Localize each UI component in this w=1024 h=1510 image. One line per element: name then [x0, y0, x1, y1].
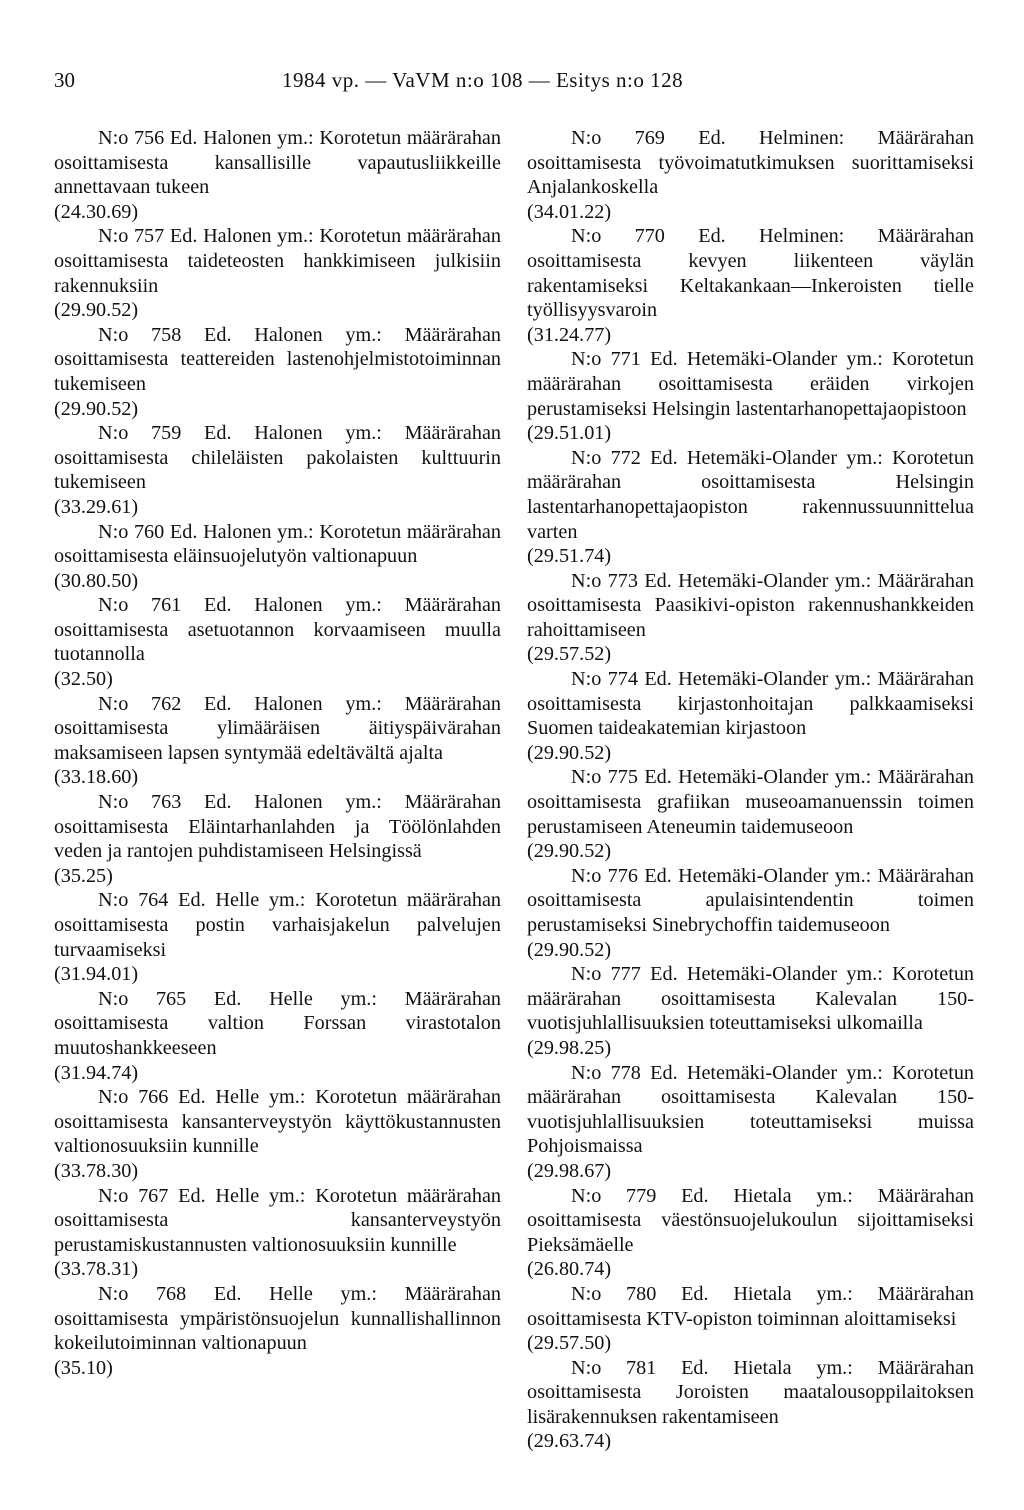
budget-item-code: (29.90.52) — [54, 397, 139, 420]
motion-number: N:o 775 Ed. Hetemäki-Olander ym.: — [571, 766, 872, 789]
motion-description: Määrärahan osoittamisesta väestönsuojelukoulun sijoittamiseksi Pieksämäelle — [527, 1184, 974, 1256]
motion-entry — [527, 1061, 974, 1184]
motion-entry — [54, 790, 501, 888]
motion-description: Määrärahan osoittamisesta Eläintarhanlahden ja Töölönlahden veden ja rantojen puhdistamiseen Helsingissä — [54, 791, 501, 863]
motion-number: N:o 756 Ed. Halonen ym.: — [98, 127, 314, 149]
motion-number: N:o 768 Ed. Helle ym.: — [98, 1282, 377, 1305]
motion-description: Määrärahan osoittamisesta apulaisintendentin toimen perustamiseksi Sinebrychoffin taidemuseoon — [527, 864, 975, 936]
motion-description: Korotetun määrärahan osoittamisesta Kalevalan 150-vuotisjuhlallisuuksien toteuttamiseksi muissa Pohjoismaissa — [527, 1061, 975, 1158]
budget-item-code: (29.90.52) — [527, 938, 612, 961]
motion-entry — [54, 520, 501, 594]
motion-entry — [54, 593, 501, 691]
motion-number: N:o 779 Ed. Hietala ym.: — [571, 1184, 853, 1207]
motion-entry — [527, 446, 974, 569]
budget-item-code: (29.98.25) — [527, 1036, 612, 1059]
motion-entry — [54, 1085, 501, 1183]
motion-number: N:o 759 Ed. Halonen ym.: — [98, 422, 382, 445]
right-column — [527, 126, 974, 1454]
motion-number: N:o 780 Ed. Hietala ym.: — [571, 1282, 853, 1305]
motion-description: Määrärahan osoittamisesta kirjastonhoitajan palkkaamiseksi Suomen taideakatemian kirjastoon — [527, 668, 975, 740]
motion-description: Määrärahan osoittamisesta chileläisten pakolaisten kulttuurin tukemiseen — [54, 422, 501, 494]
motion-number: N:o 776 Ed. Hetemäki-Olander ym.: — [571, 864, 872, 887]
motion-description: Määrärahan osoittamisesta Paasikivi-opiston rakennushankkeiden rahoittamiseen — [527, 569, 975, 641]
motion-number: N:o 761 Ed. Halonen ym.: — [98, 594, 382, 617]
motion-description: Määrärahan osoittamisesta kevyen liikenteen väylän rakentamiseksi Keltakankaan—Inkeroisten tielle työllisyysvaroin — [527, 225, 975, 322]
budget-item-code: (29.90.52) — [54, 299, 139, 322]
motion-entry — [527, 864, 974, 962]
motion-number: N:o 777 Ed. Hetemäki-Olander ym.: — [571, 963, 883, 986]
motion-entry — [54, 1282, 501, 1380]
motion-description: Korotetun määrärahan osoittamisesta Helsingin lastentarhanopettajaopiston rakennussuunnittelua varten — [527, 446, 975, 543]
motion-number: N:o 762 Ed. Halonen ym.: — [98, 692, 382, 715]
motion-entry — [54, 126, 501, 224]
motion-entry — [527, 224, 974, 347]
motion-description: Määrärahan osoittamisesta KTV-opiston toiminnan aloittamiseksi — [527, 1282, 974, 1330]
budget-item-code: (29.57.52) — [527, 643, 612, 666]
motion-number: N:o 778 Ed. Hetemäki-Olander ym.: — [571, 1061, 883, 1084]
motion-number: N:o 758 Ed. Halonen ym.: — [98, 323, 382, 346]
motion-description: Määrärahan osoittamisesta ympäristönsuojelun kunnallishallinnon kokeilutoiminnan valtionapuun — [54, 1282, 502, 1355]
motion-number: N:o 770 Ed. Helminen: — [571, 225, 845, 248]
budget-item-code: (29.90.52) — [527, 741, 612, 764]
budget-item-code: (29.63.74) — [527, 1430, 612, 1453]
motion-entry — [54, 323, 501, 421]
budget-item-code: (24.30.69) — [54, 200, 139, 223]
motion-entry — [54, 888, 501, 986]
motion-number: N:o 760 Ed. Halonen ym.: — [98, 520, 314, 543]
motion-description: Määrärahan osoittamisesta valtion Forssan virastotalon muutoshankkeeseen — [54, 987, 502, 1059]
motion-entry — [54, 692, 501, 790]
motion-entry — [527, 962, 974, 1060]
motion-number: N:o 772 Ed. Hetemäki-Olander ym.: — [571, 446, 883, 469]
motion-description: Määrärahan osoittamisesta asetuotannon korvaamiseen muulla tuotannolla — [54, 594, 501, 666]
budget-item-code: (29.51.74) — [527, 545, 612, 568]
motion-description: Korotetun määrärahan osoittamisesta eräiden virkojen perustamiseksi Helsingin lastentarhanopettajaopistoon — [527, 348, 975, 420]
left-column — [54, 126, 501, 1380]
motion-description: Määrärahan osoittamisesta teattereiden lastenohjelmistotoiminnan tukemiseen — [54, 323, 501, 395]
budget-item-code: (31.94.01) — [54, 963, 139, 986]
motion-description: Määrärahan osoittamisesta työvoimatutkimuksen suorittamiseksi Anjalankoskella — [527, 127, 975, 199]
motion-number: N:o 767 Ed. Helle ym.: — [98, 1184, 306, 1207]
motion-entry — [527, 569, 974, 667]
motion-number: N:o 763 Ed. Halonen ym.: — [98, 791, 382, 814]
motion-description: Määrärahan osoittamisesta grafiikan museoamanuenssin toimen perustamiseen Ateneumin taidemuseoon — [527, 766, 975, 838]
budget-item-code: (29.51.01) — [527, 422, 612, 445]
motion-number: N:o 757 Ed. Halonen ym.: — [98, 225, 314, 248]
motion-description: Korotetun määrärahan osoittamisesta kansanterveystyön perustamiskustannusten valtionosuuksiin kunnille — [54, 1184, 502, 1256]
motion-entry — [527, 1282, 974, 1356]
motion-number: N:o 765 Ed. Helle ym.: — [98, 987, 377, 1010]
motion-entry — [54, 224, 501, 322]
motion-description: Korotetun määrärahan osoittamisesta eläinsuojelutyön valtionapuun — [54, 520, 501, 568]
motion-number: N:o 766 Ed. Helle ym.: — [98, 1086, 306, 1109]
motion-number: N:o 774 Ed. Hetemäki-Olander ym.: — [571, 668, 872, 691]
motion-number: N:o 773 Ed. Hetemäki-Olander ym.: — [571, 569, 872, 592]
budget-item-code: (33.18.60) — [54, 766, 139, 789]
motion-number: N:o 771 Ed. Hetemäki-Olander ym.: — [571, 348, 883, 371]
budget-item-code: (33.29.61) — [54, 495, 139, 518]
budget-item-code: (31.24.77) — [527, 323, 612, 346]
motion-description: Korotetun määrärahan osoittamisesta kansanterveystyön käyttökustannusten valtionosuuksiin kunnille — [54, 1086, 502, 1158]
motion-description: Korotetun määrärahan osoittamisesta postin varhaisjakelun palvelujen turvaamiseksi — [54, 889, 502, 961]
motion-entry — [54, 987, 501, 1085]
budget-item-code: (35.10) — [54, 1356, 113, 1379]
budget-item-code: (31.94.74) — [54, 1061, 139, 1084]
budget-item-code: (35.25) — [54, 864, 113, 887]
budget-item-code: (29.57.50) — [527, 1332, 612, 1355]
budget-item-code: (33.78.31) — [54, 1258, 139, 1281]
motion-entry — [54, 1184, 501, 1282]
budget-item-code: (32.50) — [54, 668, 113, 691]
budget-item-code: (30.80.50) — [54, 569, 139, 592]
running-header: 1984 vp. — VaVM n:o 108 — Esitys n:o 128 — [282, 68, 684, 92]
motion-description: Määrärahan osoittamisesta ylimääräisen äitiyspäivärahan maksamiseen lapsen syntymää edeltävältä ajalta — [54, 692, 501, 764]
motion-description: Korotetun määrärahan osoittamisesta taideteosten hankkimiseen julkisiin rakennuksiin — [54, 225, 501, 297]
motion-entry — [527, 1184, 974, 1282]
page-number: 30 — [54, 68, 75, 92]
motion-entry — [527, 347, 974, 445]
budget-item-code: (29.98.67) — [527, 1159, 612, 1182]
budget-item-code: (26.80.74) — [527, 1258, 612, 1281]
motion-entry — [527, 126, 974, 224]
motion-description: Korotetun määrärahan osoittamisesta Kalevalan 150-vuotisjuhlallisuuksien toteuttamiseksi ulkomailla — [527, 963, 975, 1035]
motion-description: Määrärahan osoittamisesta Joroisten maatalousoppilaitoksen lisärakennuksen rakentamiseen — [527, 1356, 974, 1428]
motion-entry — [527, 1356, 974, 1454]
budget-item-code: (33.78.30) — [54, 1159, 139, 1182]
motion-number: N:o 781 Ed. Hietala ym.: — [571, 1356, 853, 1379]
motion-number: N:o 769 Ed. Helminen: — [571, 127, 845, 149]
budget-item-code: (34.01.22) — [527, 200, 612, 223]
motion-entry — [527, 765, 974, 863]
motion-number: N:o 764 Ed. Helle ym.: — [98, 889, 306, 912]
budget-item-code: (29.90.52) — [527, 840, 612, 863]
motion-entry — [527, 667, 974, 765]
motion-entry — [54, 421, 501, 519]
motion-description: Korotetun määrärahan osoittamisesta kansallisille vapautusliikkeille annettavaan tukeen — [54, 127, 501, 199]
